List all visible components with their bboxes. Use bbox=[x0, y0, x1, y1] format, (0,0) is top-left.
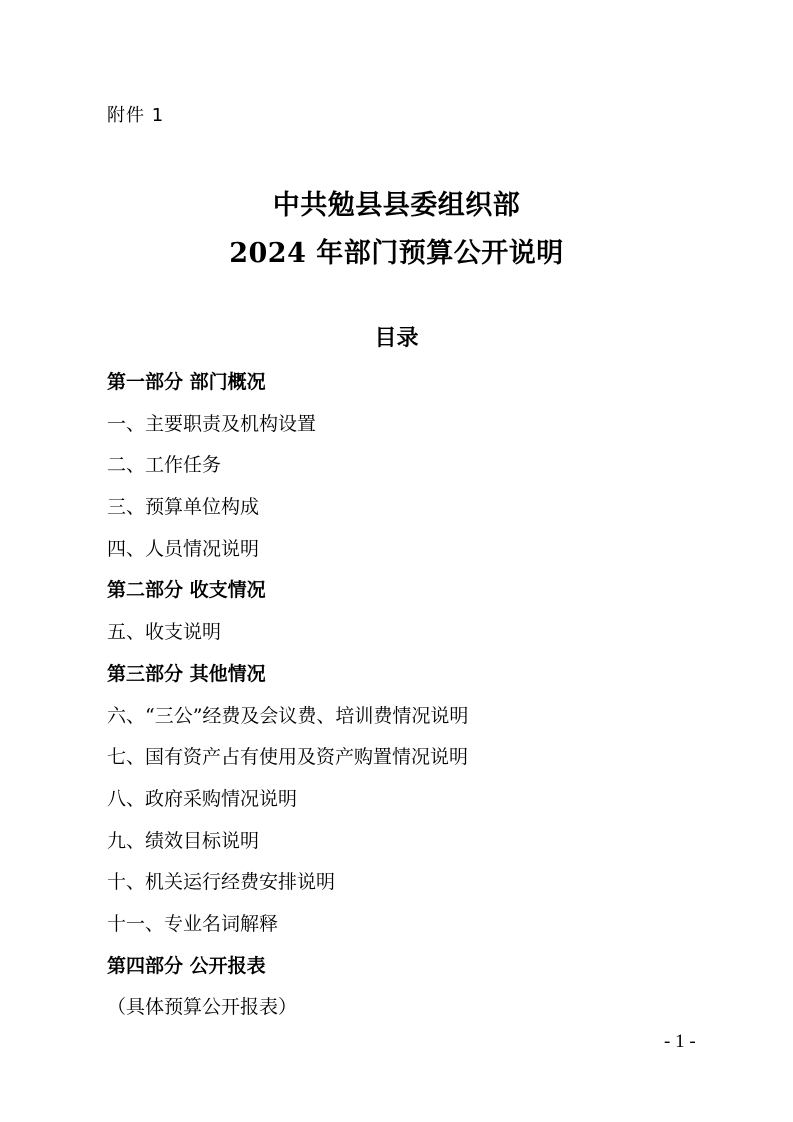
attachment-label: 附件 1 bbox=[107, 105, 165, 126]
toc-part-4: 第四部分 公开报表 bbox=[107, 954, 266, 977]
toc-item-4: 四、人员情况说明 bbox=[107, 537, 260, 560]
toc-item-5: 五、收支说明 bbox=[107, 621, 222, 644]
toc-part-1: 第一部分 部门概况 bbox=[107, 371, 266, 393]
table-of-contents bbox=[107, 366, 468, 1033]
toc-part-3: 第三部分 其他情况 bbox=[107, 662, 266, 685]
document-title-line1: 中共勉县县委组织部 bbox=[272, 190, 521, 221]
toc-item-10: 十、机关运行经费安排说明 bbox=[107, 871, 336, 894]
toc-item-11: 十一、专业名词解释 bbox=[107, 912, 279, 935]
toc-item-8: 八、政府采购情况说明 bbox=[107, 787, 298, 810]
toc-part-2: 第二部分 收支情况 bbox=[107, 579, 266, 602]
toc-item-2: 二、工作任务 bbox=[107, 454, 222, 477]
toc-note: （具体预算公开报表） bbox=[107, 996, 298, 1019]
toc-item-3: 三、预算单位构成 bbox=[107, 496, 260, 519]
document-title-line2: 2024 年部门预算公开说明 bbox=[229, 238, 564, 269]
page-number: - 1 - bbox=[664, 1031, 696, 1052]
toc-item-7: 七、国有资产占有使用及资产购置情况说明 bbox=[107, 746, 469, 769]
toc-heading: 目录 bbox=[374, 326, 419, 351]
toc-item-1: 一、主要职责及机构设置 bbox=[107, 412, 317, 435]
toc-item-6: 六、“三公”经费及会议费、培训费情况说明 bbox=[107, 704, 469, 727]
toc-item-9: 九、绩效目标说明 bbox=[107, 829, 260, 852]
